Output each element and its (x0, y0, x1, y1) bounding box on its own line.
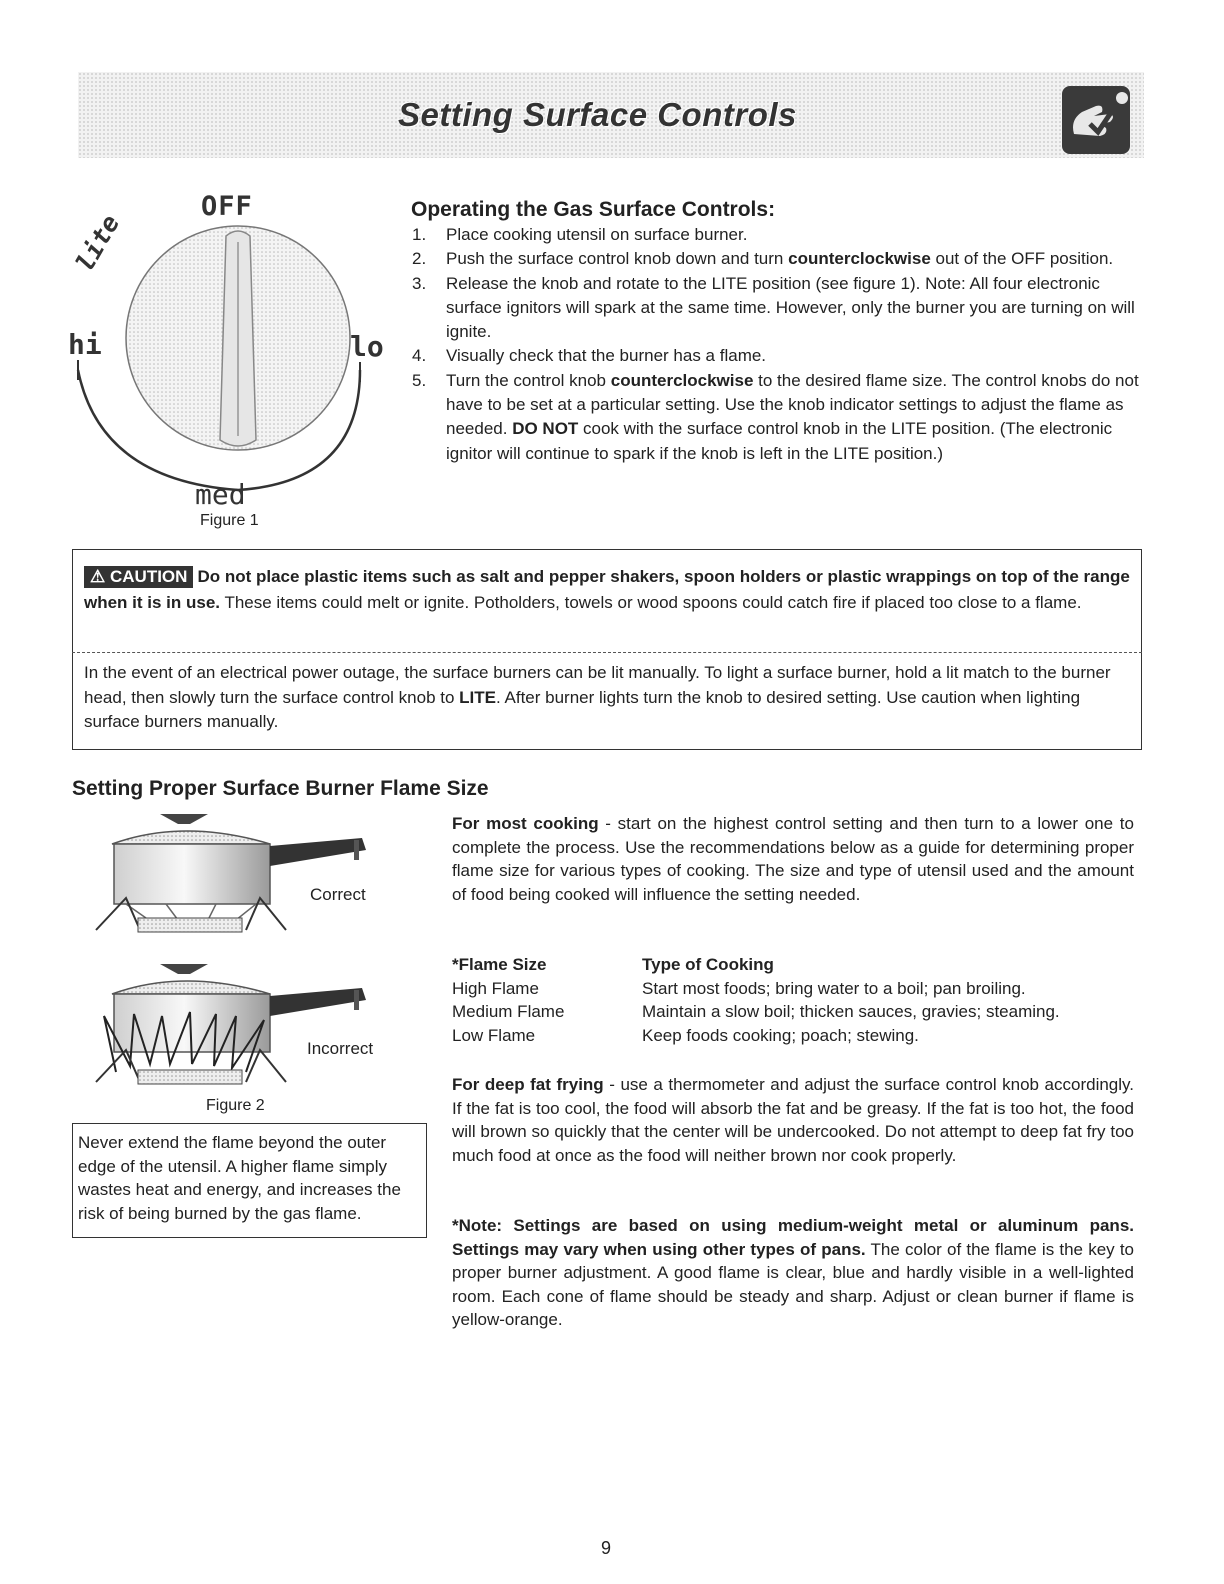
figure-1-caption: Figure 1 (200, 512, 259, 529)
caution-bold-text: Do not place plastic items such as salt and pepper shakers, spoon holders or plastic wrappings on top of the range when it is in use. (84, 567, 1130, 612)
incorrect-label: Incorrect (307, 1039, 374, 1058)
table-row (452, 1000, 1142, 1024)
step-text: Turn the control knob (446, 370, 611, 390)
flame-note-text: Never extend the flame beyond the outer edge of the utensil. A higher flame simply wastes heat and energy, and increases the risk of being burned by the gas flame. (78, 1133, 401, 1223)
step-number: 5. (412, 370, 427, 390)
most-cooking-paragraph (452, 812, 1134, 906)
page-number: 9 (601, 1538, 612, 1558)
page-title: Setting Surface Controls (398, 96, 797, 133)
caution-badge-label: CAUTION (109, 567, 188, 586)
knob-label-lo: lo (350, 330, 384, 363)
table-cell: Maintain a slow boil; thicken sauces, gravies; steaming. (642, 1002, 1060, 1021)
step-text: Push the surface control knob down and turn (446, 249, 789, 269)
flame-size-title: Setting Proper Surface Burner Flame Size (72, 777, 489, 800)
table-header: Type of Cooking (642, 955, 774, 974)
figure-2-caption: Figure 2 (206, 1097, 265, 1114)
table-cell: High Flame (452, 978, 539, 998)
correct-pan (96, 814, 366, 932)
pan-flame-diagram (86, 810, 386, 1110)
knob-label-med: med (195, 478, 246, 511)
knob-label-hi: hi (68, 328, 102, 361)
operating-title: Operating the Gas Surface Controls: (411, 198, 776, 221)
settings-note-paragraph (452, 1214, 1134, 1332)
knob-label-off: OFF (201, 191, 253, 222)
step-text: to the desired flame size. The control knobs do not have to be set at a particular setting. Use the knob indicator settings to adjust the flame as needed. (446, 370, 1139, 439)
most-cooking-bold: For most cooking (452, 814, 599, 833)
table-header: *Flame Size (452, 955, 547, 974)
step-2 (412, 247, 1142, 271)
correct-label: Correct (310, 885, 366, 904)
step-number: 4. (412, 346, 427, 366)
step-text: Visually check that the burner has a flame. (446, 346, 767, 366)
table-cell: Low Flame (452, 1025, 536, 1045)
step-bold: counterclockwise (788, 249, 931, 269)
table-header-row (452, 953, 1142, 977)
outage-text: In the event of an electrical power outage, the surface burners can be lit manually. To light a surface burner, hold a lit match to the burner head, then slowly turn the surface control knob to (84, 663, 1111, 707)
step-number: 3. (412, 273, 427, 293)
settings-note-text: The color of the flame is the key to proper burner adjustment. A good flame is clear, blue and hardly visible in a well-lighted room. Each cone of flame should be steady and sharp. Adjust or clean burner if flame is yellow-orange. (452, 1239, 1135, 1329)
table-cell: Keep foods cooking; poach; stewing. (642, 1025, 919, 1045)
caution-paragraph (84, 564, 1134, 616)
step-number: 1. (412, 225, 427, 244)
most-cooking-text: - start on the highest control setting and then turn to a lower one to complete the process. Use the recommendations below as a guide for determining proper flame size for various types of cooking. The size and type of utensil used and the amount of food being cooked will influence the setting needed. (452, 814, 1134, 904)
outage-text: . After burner lights turn the knob to desired setting. Use caution when lighting surface burners manually. (84, 687, 1081, 732)
deep-fat-bold: For deep fat frying (452, 1075, 604, 1094)
step-text: Release the knob and rotate to the LITE position (see figure 1). Note: All four electronic surface ignitors will spark at the same time. However, only the burner you are turning on will ignite. (446, 273, 1135, 342)
step-text: cook with the surface control knob in the LITE position. (The electronic ignitor will continue to spark if the knob is left in the LITE position.) (446, 419, 1113, 463)
incorrect-pan (96, 964, 366, 1084)
step-5 (412, 369, 1142, 466)
table-cell: Start most foods; bring water to a boil; pan broiling. (642, 978, 1026, 998)
deep-fat-paragraph (452, 1073, 1134, 1167)
step-bold: DO NOT (512, 419, 579, 439)
step-number: 2. (412, 249, 427, 269)
caution-badge (84, 566, 193, 588)
step-bold: counterclockwise (610, 370, 754, 390)
step-text: Place cooking utensil on surface burner. (446, 225, 748, 244)
outage-bold: LITE (459, 687, 497, 707)
hand-check-icon (1060, 84, 1132, 156)
operating-steps (412, 223, 1142, 466)
step-3 (412, 272, 1142, 345)
flame-size-table (452, 953, 1142, 1047)
table-row (452, 977, 1142, 1001)
knob-label-lite: lite (70, 209, 126, 277)
step-4 (412, 344, 1142, 368)
step-1 (412, 223, 1142, 247)
power-outage-paragraph (84, 661, 1134, 735)
deep-fat-text: - use a thermometer and adjust the surface control knob accordingly. If the fat is too cool, the food will absorb the fat and be greasy. If the fat is too hot, the food will brown so quickly that the center will be undercooked. Do not attempt to deep fat fry too much food at once as the food will neither brown nor cook properly. (452, 1075, 1135, 1165)
caution-divider (72, 652, 1142, 653)
warning-icon: ⚠ (90, 567, 106, 586)
table-row (452, 1024, 1142, 1048)
table-cell: Medium Flame (452, 1002, 565, 1021)
caution-text: These items could melt or ignite. Potholders, towels or wood spoons could catch fire if placed too close to a flame. (220, 593, 1082, 612)
step-text: out of the OFF position. (930, 249, 1114, 269)
settings-note-bold: *Note: Settings are based on using medium-weight metal or aluminum pans. Settings may vary when using other types of pans. (452, 1216, 1134, 1259)
